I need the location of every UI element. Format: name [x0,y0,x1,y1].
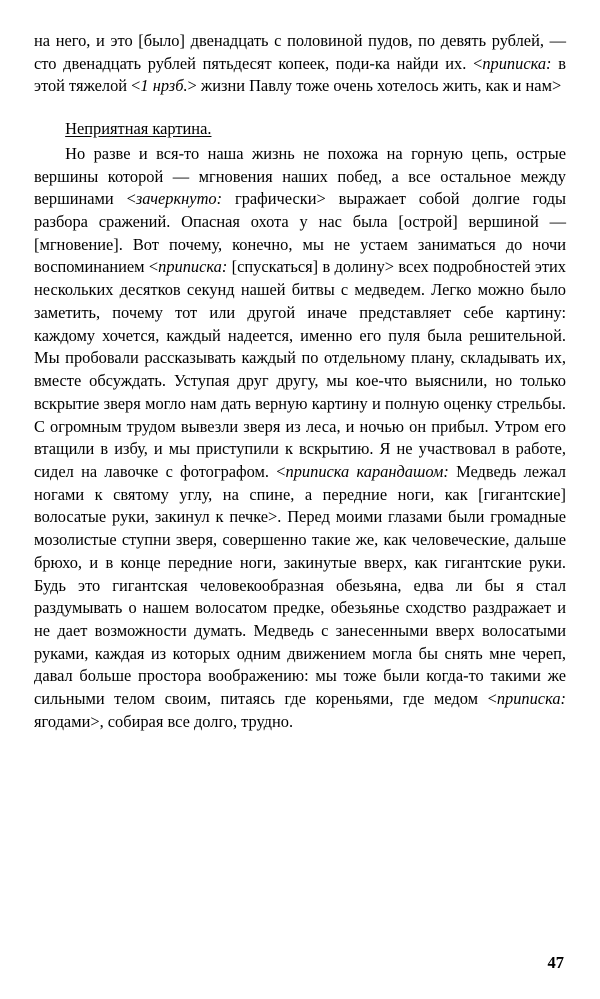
run-text: Но разве и вся-то наша жизнь не похожа на горную цепь, острые вершины которой — мгновения наших побед, а все остальное между вершинами < [34,143,566,209]
editorial-note: 1 нрзб. [140,76,188,96]
paragraph-continuation [34,30,566,98]
run-text: [спускаться] в долину> всех подробностей этих нескольких десятков секунд нашей битвы с медведем. Легко можно было заметить, почему тот или другой иначе представляет себе картину: каждому хочется, каждый надеется, именно его пуля была решительной. Мы пробовали рассказывать каждый по отдельному плану, складывать их, вместе обсуждать. Уступая друг другу, мы кое-что выяснили, но только вскрытие зверя могло нам дать верную картину и полную оценку стрельбы. С огромным трудом вывезли зверя из леса, и ночью он прибыл. Утром его втащили в избу, и мы приступили к вскрытию. Я не участвовал в работе, сидел на лавочке с фотографом. < [34,257,567,481]
run-text: в этой тяжелой < [34,53,566,96]
run-text: графически> выражает собой долгие годы разбора сражений. Опасная охота у нас была [острой] вершиной — [мгновение]. Вот почему, конечно, мы не устаем заниматься до ночи воспоминанием < [34,189,566,277]
editorial-note: приписка карандашом: [285,461,449,481]
editorial-note: зачеркнуто: [135,189,223,209]
section-heading [34,118,566,141]
editorial-note: приписка: [158,257,228,277]
page-number: 47 [547,953,564,972]
editorial-note: приписка: [496,689,566,709]
page-body [34,30,566,734]
editorial-note: приписка: [482,53,552,73]
run-text: Медведь лежал ногами к святому углу, на спине, а передние ноги, как [гигантские] волосатые руки, закинул к печке>. Перед моими глазами были громадные мозолистые ступни зверя, совершенно такие же, как человеческие, дальше брюхо, и в конце передние ноги, закинутые вверх, как гигантские руки. Будь это гигантская человекообразная обезьяна, едва ли бы я стал раздумывать о нашем волосатом предке, обезьянье сходство раздражает и не дает возможности думать. Медведь с занесенными вверх волосатыми руками, каждая из которых одним движением могла бы снять мне череп, давал больше простора воображению: мы тоже были когда-то такими же сильными телом своим, питаясь где кореньями, где медом < [34,461,566,709]
section-heading-text: Неприятная картина. [65,119,212,139]
run-text: > жизни Павлу тоже очень хотелось жить, как и нам> [187,76,562,96]
paragraph-main [34,143,566,734]
run-text: на него, и это [было] двенадцать с половиной пудов, по девять рублей, — сто двенадцать рублей пятьдесят копеек, поди-ка найди их. < [34,31,566,73]
run-text: ягодами>, собирая все долго, трудно. [34,711,294,731]
